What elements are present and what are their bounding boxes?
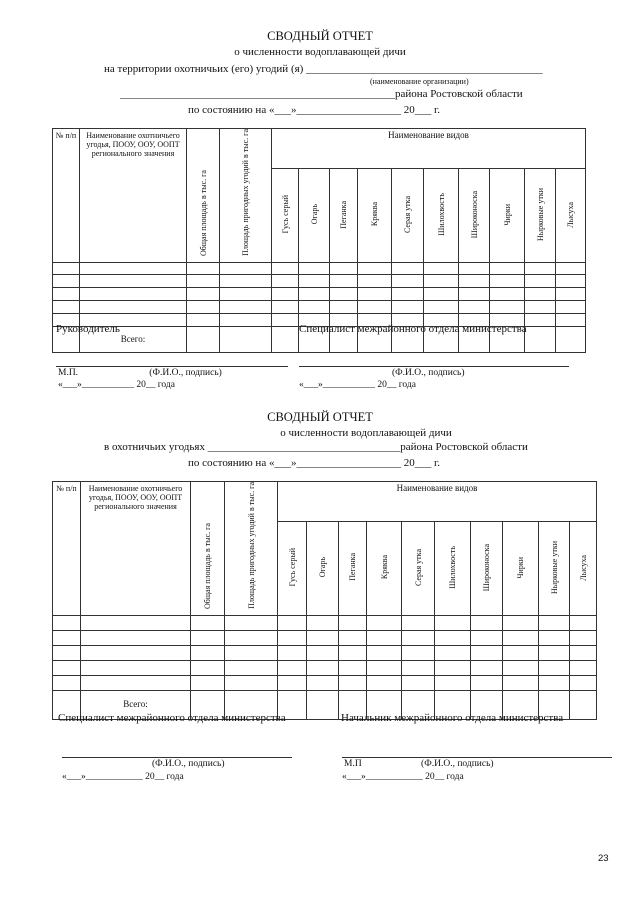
species-ogar: Огарь	[307, 521, 339, 615]
page-number: 23	[598, 853, 609, 864]
species-peganka: Пеганка	[339, 521, 367, 615]
col-num-header: № п/п	[53, 129, 80, 263]
report2-sign-right-title: Начальник межрайонного отдела министерства	[341, 712, 564, 724]
report1-sign-right-line	[299, 366, 569, 367]
table-row	[53, 645, 597, 660]
report2-sign-right-caption: М.П (Ф.И.О., подпись)	[344, 759, 494, 769]
species-ogar: Огарь	[299, 169, 330, 263]
col-useful-header: Площадь пригодных угодий в тыс. га	[225, 482, 278, 616]
report1-district-line: __________________________________________________района Ростовской области	[120, 88, 523, 100]
species-header: Наименование видов	[272, 129, 586, 169]
table-row	[53, 615, 597, 630]
species-pintail: Шилохвость	[424, 169, 459, 263]
species-pintail: Шилохвость	[435, 521, 471, 615]
report2-subtitle: о численности водоплавающей дичи	[280, 427, 452, 439]
report1-territory-line: на территории охотничьих (его) угодий (я) ___________________________________________	[104, 63, 543, 75]
report1-sign-left-title: Руководитель	[56, 323, 120, 335]
species-coot: Лысуха	[570, 521, 597, 615]
table-row	[53, 300, 586, 313]
col-name-header: Наименование охотничьего угодья, ПООУ, ООУ, ООПТ регионального значения	[80, 129, 187, 263]
report2-sign-right-line	[342, 757, 612, 758]
table-row	[53, 660, 597, 675]
col-num-header: № п/п	[53, 482, 81, 616]
report1-table	[52, 128, 586, 353]
table-row	[53, 274, 586, 287]
total-label: Всего:	[80, 326, 187, 352]
report2-table	[52, 481, 597, 720]
report1-sign-left-caption: М.П. (Ф.И.О., подпись)	[58, 368, 222, 378]
report2-sign-left-title: Специалист межрайонного отдела министерства	[58, 712, 286, 724]
table-row	[53, 262, 586, 274]
col-area-header: Общая площадь в тыс. га	[187, 129, 220, 263]
col-name-header: Наименование охотничьего угодья, ПООУ, ООУ, ООПТ регионального значения	[81, 482, 191, 616]
report2-district-line: в охотничьих угодьях ___________________________________района Ростовской области	[104, 441, 528, 453]
report2-sign-left-caption: (Ф.И.О., подпись)	[152, 759, 225, 769]
species-gray-duck: Серая утка	[392, 169, 424, 263]
species-teal: Чирки	[490, 169, 525, 263]
report1-sign-right-title: Специалист межрайонного отдела министерства	[299, 323, 527, 335]
report1-title: СВОДНЫЙ ОТЧЕТ	[267, 29, 373, 43]
species-peganka: Пеганка	[330, 169, 358, 263]
report1-sign-right-caption: (Ф.И.О., подпись)	[392, 368, 465, 378]
report2-date-left: «___»____________ 20__ года	[62, 772, 184, 782]
species-shoveler: Широконоска	[459, 169, 490, 263]
report2-title: СВОДНЫЙ ОТЧЕТ	[267, 410, 373, 424]
species-gray-duck: Серая утка	[402, 521, 435, 615]
species-mallard: Кряква	[358, 169, 392, 263]
table-row	[53, 287, 586, 300]
species-teal: Чирки	[503, 521, 539, 615]
species-header: Наименование видов	[278, 482, 597, 522]
report1-date-right: «___»___________ 20__ года	[299, 380, 416, 390]
report1-sign-left-line	[56, 366, 288, 367]
col-area-header: Общая площадь в тыс. га	[191, 482, 225, 616]
species-goose: Гусь серый	[278, 521, 307, 615]
species-coot: Лысуха	[556, 169, 586, 263]
total-label: Всего:	[81, 690, 191, 719]
report1-date-line: по состоянию на «___»___________________ 20___ г.	[188, 104, 440, 116]
species-shoveler: Широконоска	[471, 521, 503, 615]
report2-date-right: «___»____________ 20__ года	[342, 772, 464, 782]
col-useful-header: Площадь пригодных угодий в тыс. га	[220, 129, 272, 263]
report1-org-note: (наименование организации)	[370, 77, 469, 86]
table-row	[53, 675, 597, 690]
report2-sign-left-line	[62, 757, 292, 758]
species-diving-ducks: Нырковые утки	[525, 169, 556, 263]
report1-date-left: «___»___________ 20__ года	[58, 380, 175, 390]
species-mallard: Кряква	[367, 521, 402, 615]
report1-subtitle: о численности водоплавающей дичи	[234, 46, 406, 58]
species-goose: Гусь серый	[272, 169, 299, 263]
report2-date-line: по состоянию на «___»___________________ 20___ г.	[188, 457, 440, 469]
table-row	[53, 630, 597, 645]
species-diving-ducks: Нырковые утки	[539, 521, 570, 615]
